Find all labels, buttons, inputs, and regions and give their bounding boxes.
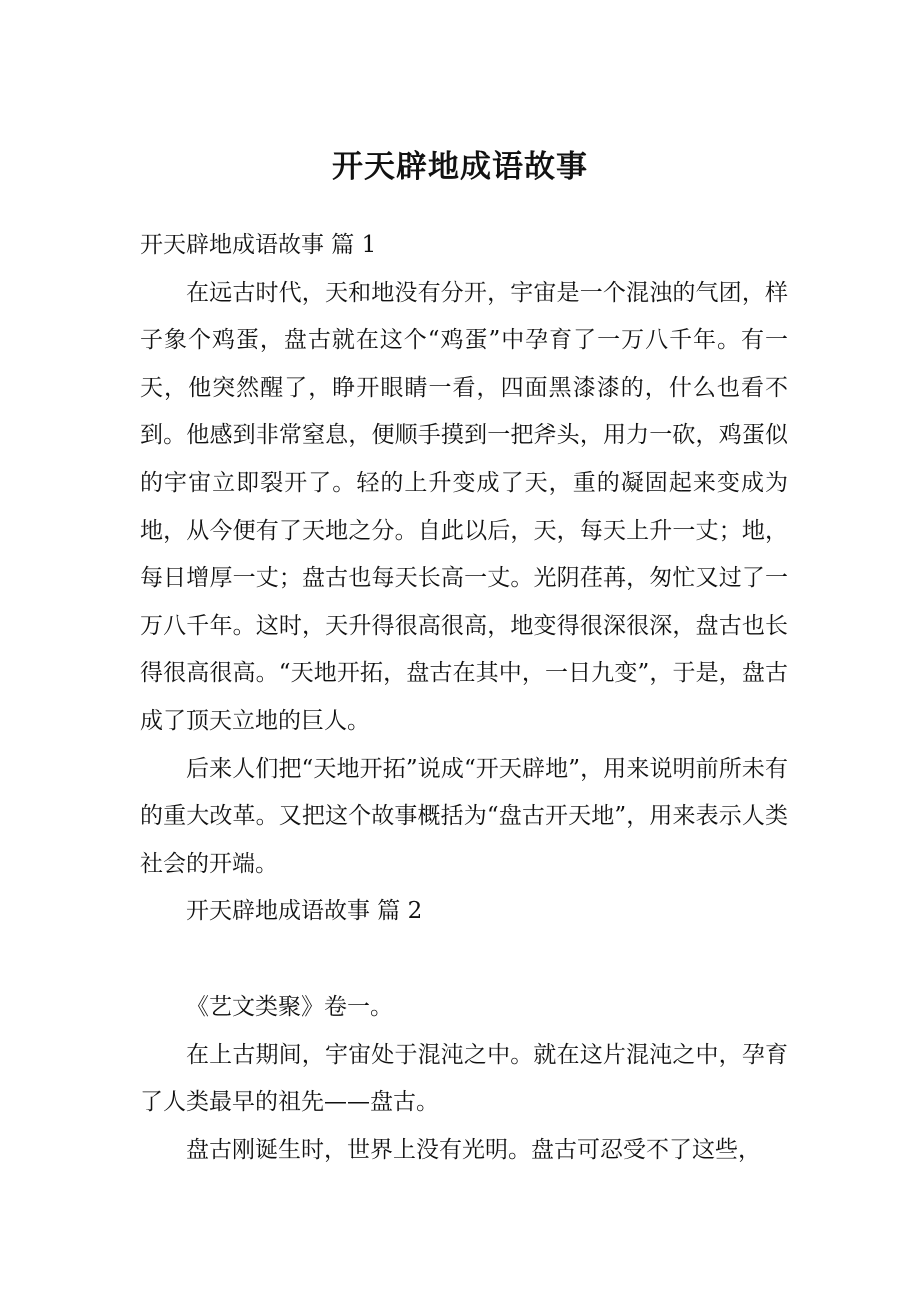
section-2-heading: 开天辟地成语故事 篇 2	[186, 898, 423, 925]
blank-line	[140, 936, 788, 984]
section-2-paragraph-2: 在上古期间，宇宙处于混沌之中。就在这片混沌之中，孕育了人类最早的祖先——盘古。	[140, 1041, 788, 1116]
section-2-paragraph-3: 盘古刚诞生时，世界上没有光明。盘古可忍受不了这些，	[186, 1136, 761, 1163]
section-1-paragraph-2: 后来人们把“天地开拓”说成“开天辟地”，用来说明前所未有的重大改革。又把这个故事概括为“盘古开天地”，用来表示人类社会的开端。	[140, 755, 788, 877]
section-1-heading: 开天辟地成语故事 篇 1	[140, 232, 377, 258]
section-2-paragraph-1: 《艺文类聚》卷一。	[186, 993, 393, 1020]
document-body	[140, 222, 788, 1174]
section-1-paragraph-1: 在远古时代，天和地没有分开，宇宙是一个混浊的气团，样子象个鸡蛋，盘古就在这个“鸡蛋”中孕育了一万八千年。有一天，他突然醒了，睁开眼睛一看，四面黑漆漆的，什么也看不到。他感到非常窒息，便顺手摸到一把斧头，用力一砍，鸡蛋似的宇宙立即裂开了。轻的上升变成了天，重的凝固起来变成为地，从今便有了天地之分。自此以后，天，每天上升一丈；地，每日增厚一丈；盘古也每天长高一丈。光阴荏苒，匆忙又过了一万八千年。这时，天升得很高很高，地变得很深很深，盘古也长得很高很高。“天地开拓，盘古在其中，一日九变”，于是，盘古成了顶天立地的巨人。	[140, 279, 788, 734]
document-title: 开天辟地成语故事	[332, 149, 588, 185]
